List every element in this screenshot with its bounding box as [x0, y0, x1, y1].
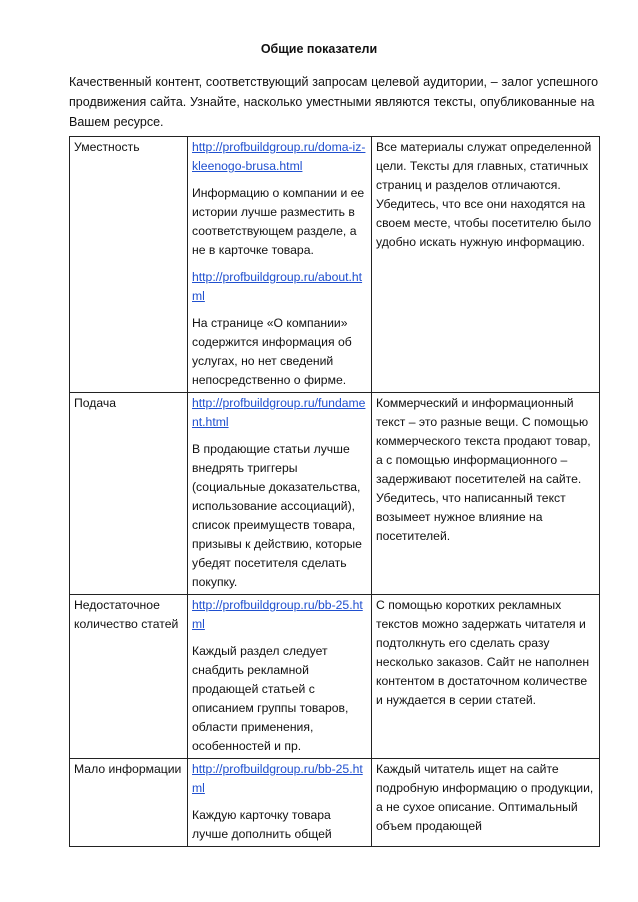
metric-name-cell: Подача: [70, 393, 188, 595]
recommendation-text: Каждую карточку товара лучше дополнить общей: [192, 808, 332, 841]
example-page-link[interactable]: http://profbuildgroup.ru/about.html: [192, 270, 363, 303]
recommendation-text: На странице «О компании» содержится информация об услугах, но нет сведений непосредственно о фирме.: [192, 316, 352, 387]
table-row: [70, 393, 600, 595]
recommendation-text: В продающие статьи лучше внедрять триггеры (социальные доказательства, использование ассоциаций), список преимуществ товара, призывы к действию, которые убедят посетителя сделать покупку.: [192, 442, 362, 589]
example-page-link[interactable]: http://profbuildgroup.ru/bb-25.html: [192, 598, 363, 631]
metric-name-cell: Мало информации: [70, 759, 188, 847]
metric-examples-cell: [188, 595, 372, 759]
metric-description-cell: Все материалы служат определенной цели. Тексты для главных, статичных страниц и разделов отличаются. Убедитесь, что все они находятся на своем месте, чтобы посетителю было удобно искать нужную информацию.: [372, 137, 600, 393]
recommendation-text: Информацию о компании и ее истории лучше разместить в соответствующем разделе, а не в карточке товара.: [192, 186, 365, 257]
metric-description-cell: С помощью коротких рекламных текстов можно задержать читателя и подтолкнуть его сделать сразу несколько заказов. Сайт не наполнен контентом в достаточном количестве и нуждается в серии статей.: [372, 595, 600, 759]
example-page-link[interactable]: http://profbuildgroup.ru/bb-25.html: [192, 762, 363, 795]
intro-paragraph: Качественный контент, соответствующий запросам целевой аудитории, – залог успешного продвижения сайта. Узнайте, насколько уместными являются тексты, опубликованные на Вашем ресурсе.: [69, 75, 599, 129]
table-row: [70, 137, 600, 393]
table-row: [70, 595, 600, 759]
recommendation-text: Каждый раздел следует снабдить рекламной продающей статьей с описанием группы товаров, области применения, особенностей и пр.: [192, 644, 349, 753]
page-title: Общие показатели: [260, 42, 378, 56]
table-row: [70, 759, 600, 847]
metric-name-cell: Уместность: [70, 137, 188, 393]
metric-description-cell: Коммерческий и информационный текст – это разные вещи. С помощью коммерческого текста продают товар, а с помощью информационного – задерживают посетителей на сайте. Убедитесь, что написанный текст возымеет нужное влияние на посетителей.: [372, 393, 600, 595]
example-page-link[interactable]: http://profbuildgroup.ru/doma-iz-kleenogo-brusa.html: [192, 140, 366, 173]
metric-description-cell: Каждый читатель ищет на сайте подробную информацию о продукции, а не сухое описание. Оптимальный объем продающей: [372, 759, 600, 847]
metrics-table: [69, 136, 600, 847]
metric-examples-cell: [188, 137, 372, 393]
metric-examples-cell: [188, 393, 372, 595]
example-page-link[interactable]: http://profbuildgroup.ru/fundament.html: [192, 396, 366, 429]
metric-examples-cell: [188, 759, 372, 847]
metric-name-cell: Недостаточное количество статей: [70, 595, 188, 759]
